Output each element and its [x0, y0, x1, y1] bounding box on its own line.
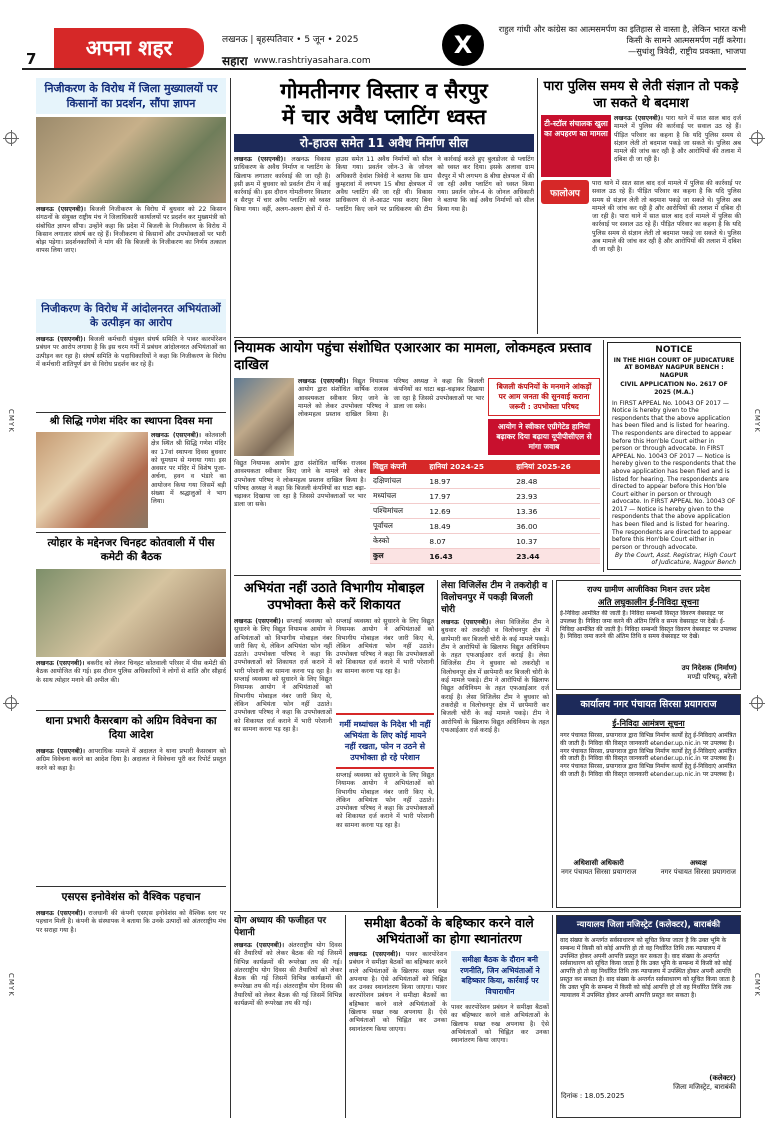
mobile-right	[336, 618, 434, 898]
column-divider	[537, 78, 538, 334]
notice-body: In FIRST APPEAL No. 10043 OF 2017 — Notice is hereby given to the respondents that the above application has been filed and is listed for hearing. The respondents are directed to appear before this Hon'ble Court either in person or through advocate. In FIRST APPEAL No. 10043 OF 2017 — Notice is hereby given to the respondents that the above application has been filed and is listed for hearing. The respondents are directed to appear before this Hon'ble Court either in person or through advocate. In FIRST APPEAL No. 10043 OF 2017 — Notice is hereby given to the respondents that the above application has been filed and is listed for hearing. The respondents are directed to appear before this Hon'ble Court either in person or through advocate.	[612, 399, 736, 550]
callout-1: बिजली कंपनियों के मनमाने आंकड़ों पर आम जनता की सुनवाई कराना जरूरी : उपभोक्ता परिषद	[488, 378, 600, 416]
article-body: लखनऊ (एसएनबी)। बिजली निजीकरण के विरोध में बुधवार को 22 किसान संगठनों के संयुक्त राष्ट्रीय मंच ने जिलाधिकारी कार्यालयों पर प्रदर्शन कर मुख्यमंत्री को संबोधित ज्ञापन सौंपा। उन्होंने कहा कि प्रदेश में बिजली के निजीकरण के विरोध में किसान लगातार संघर्ष कर रहे हैं। निजीकरण से किसानों और उपभोक्ताओं पर भारी बोझ पड़ेगा। प्रदर्शनकारियों ने मांग की कि बिजली के निजीकरण का निर्णय तत्काल वापस लिया जाए।	[36, 206, 226, 255]
cmyk-mark: CMYK	[7, 973, 15, 997]
loss-table	[370, 460, 600, 564]
notice-court: IN THE HIGH COURT OF JUDICATURE AT BOMBAY NAGPUR BENCH : NAGPUR	[613, 356, 735, 379]
review-body	[349, 951, 549, 1111]
headline-kisan: निजीकरण के विरोध में जिला मुख्यालयों पर किसानों का प्रदर्शन, सौंपा ज्ञापन	[36, 78, 226, 114]
table-row: मध्यांचल 17.97 23.93	[370, 489, 600, 504]
headline-police: पारा पुलिस समय से लेती संज्ञान तो पकड़े जा सकते थे बदमाश	[543, 79, 739, 111]
regulator-story	[234, 340, 600, 572]
review-story	[349, 915, 549, 1118]
headline-regulator: नियामक आयोग पहुंचा संशोधित एआरआर का मामला, लोकमहत्व प्रस्ताव दाखिल	[234, 340, 592, 373]
article-body: लखनऊ (एसएनबी)। लखनऊ विकास प्राधिकरण के अवैध निर्माण व प्लाटिंग के खिलाफ लगातार कार्रवाई की जा रही है। इसी क्रम में बुधवार को प्रवर्तन टीम ने कई कार्रवाई की। इस दौरान गोमतीनगर विस्तार व सैरपुर में चार अवैध प्लाटिंग को ध्वस्त किया गया। वहीं, अलग-अलग क्षेत्रों में रो-हाउस समेत 11 अवैध निर्माणों को सील किया गया। प्रवर्तन जोन-3 के जोनल अधिकारी देवांश त्रिवेदी ने बताया कि ग्राम कुम्हरावां में लगभग 15 बीघा क्षेत्रफल में अवैध प्लाटिंग की जा रही थी। विकास प्राधिकरण से ले-आउट पास कराए बिना प्लाटिंग किए जाने पर प्राधिकरण की टीम ने कार्रवाई करते हुए बुलडोजर से प्लाटिंग को ध्वस्त कर दिया। इसके अलावा ग्राम सैरपुर में भी लगभग 8 बीघा क्षेत्रफल में की जा रही अवैध प्लाटिंग को ध्वस्त किया गया। प्रवर्तन जोन-4 के जोनल अधिकारी ने बताया कि कई अवैध निर्माणों को सील किया गया है।	[234, 156, 534, 213]
column-divider	[230, 78, 231, 1118]
ad-body: वाद संख्या के अन्तर्गत सर्वसाधारण को सूचित किया जाता है कि उक्त भूमि के सम्बन्ध में किसी को कोई आपत्ति हो तो वह निर्धारित तिथि तक न्यायालय में उपस्थित होकर अपनी आपत्ति प्रस्तुत कर सकता है। वाद संख्या के अन्तर्गत सर्वसाधारण को सूचित किया जाता है कि उक्त भूमि के सम्बन्ध में किसी को कोई आपत्ति हो तो वह निर्धारित तिथि तक न्यायालय में उपस्थित होकर अपनी आपत्ति प्रस्तुत कर सकता है। वाद संख्या के अन्तर्गत सर्वसाधारण को सूचित किया जाता है कि उक्त भूमि के सम्बन्ध में किसी को कोई आपत्ति हो तो वह निर्धारित तिथि तक न्यायालय में उपस्थित होकर अपनी आपत्ति प्रस्तुत कर सकता है।	[560, 937, 735, 999]
headline-review: समीक्षा बैठकों के बहिष्कार करने वाले अभियंताओं का होगा स्थानांतरण	[364, 915, 534, 946]
article-body: लखनऊ (एसएनबी)। कोतवाली क्षेत्र स्थित श्री सिद्धि गणेश मंदिर का 17वां स्थापना दिवस बुधवार को धूमधाम से मनाया गया। इस अवसर पर मंदिर में विशेष पूजा-अर्चना, हवन व भंडारे का आयोजन किया गया जिसमें बड़ी संख्या में श्रद्धालुओं ने भाग लिया।	[151, 432, 226, 506]
registration-strip-left	[0, 0, 22, 1129]
crosshair-icon	[5, 697, 17, 709]
quote-text: राहुल गांधी और कांग्रेस का आत्मसमर्पण का इतिहास से वास्ता है, लेकिन भारत कभी किसी के सामने आत्मसमर्पण नहीं करेगा।	[498, 24, 746, 45]
tender-ad-1	[556, 580, 741, 690]
ad-title: अति लघुकालीन ई-निविदा सूचना	[598, 598, 699, 608]
police-body-row	[541, 180, 741, 315]
header-quote	[496, 24, 746, 57]
notice-title: NOTICE	[655, 345, 693, 355]
table-row: पश्चिमांचल 12.69 13.36	[370, 504, 600, 519]
article-body: लखनऊ (एसएनबी)। पावर कारपोरेशन प्रबंधन ने समीक्षा बैठकों का बहिष्कार करने वाले अभियंताओं के खिलाफ सख्त रुख अपनाया है। ऐसे अभियंताओं को चिह्नित कर उनका स्थानांतरण किया जाएगा। पावर कारपोरेशन प्रबंधन ने समीक्षा बैठकों का बहिष्कार करने वाले अभियंताओं के खिलाफ सख्त रुख अपनाया है। ऐसे अभियंताओं को चिह्नित कर उनका स्थानांतरण किया जाएगा।	[349, 951, 447, 1033]
article-body: लखनऊ (एसएनबी)। अंतरराष्ट्रीय योग दिवस की तैयारियों को लेकर बैठक की गई जिसमें विभिन्न कार्यक्रमों की रूपरेखा तय की गई। अंतरराष्ट्रीय योग दिवस की तैयारियों को लेकर बैठक की गई जिसमें विभिन्न कार्यक्रमों की रूपरेखा तय की गई। अंतरराष्ट्रीय योग दिवस की तैयारियों को लेकर बैठक की गई जिसमें विभिन्न कार्यक्रमों की रूपरेखा तय की गई।	[234, 942, 342, 1008]
section-divider	[234, 911, 741, 912]
lead-headline-1: गोमतीनगर विस्तार व सैरपुर	[280, 78, 488, 103]
ad-title: न्यायालय जिला मजिस्ट्रेट (कलेक्टर), बाराबंकी	[557, 916, 740, 934]
temple-photo	[36, 432, 148, 528]
column-header: हानियां 2025-26	[513, 460, 600, 474]
masthead	[222, 52, 371, 69]
table-total-row: कुल 16.43 23.44	[370, 549, 600, 564]
table-row: दक्षिणांचल 18.97 28.48	[370, 474, 600, 489]
ad-org: राज्य ग्रामीण आजीविका मिशन उत्तर प्रदेश	[587, 585, 710, 594]
ad-place: जिला मजिस्ट्रेट, बाराबंकी	[673, 1083, 736, 1091]
yoga-story	[234, 915, 342, 1118]
section-divider	[234, 337, 741, 338]
review-right	[451, 951, 549, 1111]
quote-author: —सुधांशु त्रिवेदी, राष्ट्रीय प्रवक्ता, भाजपा	[628, 46, 746, 56]
ad-date: दिनांक : 18.05.2025	[561, 1092, 625, 1100]
tender-ad-2	[556, 694, 741, 908]
notice-case: CIVIL APPLICATION No. 2617 OF 2025 (M.A.)	[620, 381, 728, 396]
notice-signature: By the Court, Asst. Registrar, High Court of Judicature, Nagpur Bench	[614, 551, 736, 567]
article-body: सप्लाई व्यवस्था को सुधारने के लिए विद्युत नियामक आयोग ने अभियंताओं को विभागीय मोबाइल नंबर जारी किए थे, लेकिन अभियंता फोन नहीं उठाते। उपभोक्ता परिषद ने कहा कि उपभोक्ताओं को शिकायत दर्ज कराने में भारी परेशानी का सामना करना पड़ रहा है।	[336, 618, 434, 675]
cmyk-mark: CMYK	[7, 408, 15, 433]
regulator-lower	[234, 460, 600, 568]
cmyk-mark: CMYK	[753, 408, 761, 433]
article-body: लखनऊ (एसएनबी)। बिजली कर्मचारी संयुक्त संघर्ष समिति ने पावर कारपोरेशन प्रबंधन पर आरोप लगाया है कि इस चरम गर्मी में प्रबंधन आंदोलनरत अभियंताओं का उत्पीड़न कर रहा है। संघर्ष समिति के पदाधिकारियों ने कहा कि निजीकरण के विरोध में कर्मचारी शांतिपूर्ण ढंग से विरोध प्रदर्शन कर रहे हैं।	[36, 336, 226, 368]
crosshair-icon	[751, 697, 763, 709]
ad-signature: उप निदेशक (निर्माण)	[681, 664, 737, 672]
sign-left: अधिशासी अधिकारी नगर पंचायत सिरसा प्रयागराज	[561, 859, 637, 876]
left-column	[36, 78, 226, 1118]
column-divider	[437, 580, 438, 908]
table-row: केस्को 8.07 10.37	[370, 534, 600, 549]
ad-body: नगर पंचायत सिरसा, प्रयागराज द्वारा विभिन्न निर्माण कार्यों हेतु ई-निविदाएं आमंत्रित की जाती हैं। निविदा की विस्तृत जानकारी etender.up.nic.in पर उपलब्ध है। नगर पंचायत सिरसा, प्रयागराज द्वारा विभिन्न निर्माण कार्यों हेतु ई-निविदाएं आमंत्रित की जाती हैं। निविदा की विस्तृत जानकारी etender.up.nic.in पर उपलब्ध है। नगर पंचायत सिरसा, प्रयागराज द्वारा विभिन्न निर्माण कार्यों हेतु ई-निविदाएं आमंत्रित की जाती हैं। निविदा की विस्तृत जानकारी etender.up.nic.in पर उपलब्ध है।	[560, 732, 736, 778]
table-row: पूर्वांचल 18.49 36.00	[370, 519, 600, 534]
lead-headline-2: में चार अवैध प्लाटिंग ध्वस्त	[282, 104, 486, 129]
column-divider	[345, 915, 346, 1118]
headline-peace-committee: त्योहार के मद्देनजर चिनहट कोतवाली में पीस कमेटी की बैठक	[36, 532, 226, 567]
mobile-story	[234, 580, 434, 908]
ad-signatures	[557, 859, 740, 877]
column-header: हानियां 2024-25	[426, 460, 513, 474]
ad-signature: (कलेक्टर)	[709, 1074, 736, 1082]
meeting-photo	[36, 569, 226, 657]
pullquote: समीक्षा बैठक के दौरान बनी रणनीति, जिन अभियंताओं ने बहिष्कार किया, कार्रवाई पर विचाराधीन	[451, 951, 549, 1001]
callout-2: आयोग ने स्वीकार एग्रीगेटेड हानियां बढ़ाकर दिया बढ़ाया यूपीपीसीएल से मांगा जवाब	[488, 419, 600, 455]
headline-mobile-2: उपभोक्ता कैसे करें शिकायत	[267, 598, 401, 613]
x-logo-icon: X	[442, 24, 484, 66]
headline-innovations: एसएस इनोवेशंस को वैश्विक पहचान	[36, 886, 226, 907]
lead-story	[234, 78, 534, 334]
headline-engineers: निजीकरण के विरोध में आंदोलनरत अभियंताओं के उत्पीड़न का आरोप	[36, 299, 226, 333]
article-body: लखनऊ (एसएनबी)। बकरीद को लेकर चिनहट कोतवाली परिसर में पीस कमेटी की बैठक आयोजित की गई। इस दौरान पुलिस अधिकारियों ने लोगों से शांति और सौहार्द के साथ त्योहार मनाने की अपील की।	[36, 660, 226, 684]
page-header	[22, 22, 746, 70]
column-divider	[552, 915, 553, 1118]
website-link[interactable]: www.rashtriyasahara.com	[253, 55, 371, 66]
court-ad	[556, 915, 741, 1118]
headline-temple: श्री सिद्धि गणेश मंदिर का स्थापना दिवस मना	[36, 412, 226, 430]
article-body: लखनऊ (एसएनबी)। विद्युत नियामक आयोग द्वारा संशोधित वार्षिक राजस्व आवश्यकता स्वीकार किए जाने के मामले को लेकर उपभोक्ता परिषद ने लोकमहत्व प्रस्ताव दाखिल किया है। परिषद अध्यक्ष ने कहा कि बिजली कंपनियों का घाटा बढ़ा-चढ़ाकर दिखाया जा रहा है जिससे उपभोक्ताओं पर भार डाला जा सके।	[298, 378, 484, 419]
article-body: लखनऊ (एसएनबी)। सप्लाई व्यवस्था को सुधारने के लिए विद्युत नियामक आयोग ने अभियंताओं को विभागीय मोबाइल नंबर जारी किए थे, लेकिन अभियंता फोन नहीं उठाते। उपभोक्ता परिषद ने कहा कि उपभोक्ताओं को शिकायत दर्ज कराने में भारी परेशानी का सामना करना पड़ रहा है। सप्लाई व्यवस्था को सुधारने के लिए विद्युत नियामक आयोग ने अभियंताओं को विभागीय मोबाइल नंबर जारी किए थे, लेकिन अभियंता फोन नहीं उठाते। उपभोक्ता परिषद ने कहा कि उपभोक्ताओं को शिकायत दर्ज कराने में भारी परेशानी का सामना करना पड़ रहा है।	[234, 618, 332, 733]
section-divider	[234, 575, 741, 576]
article-body: लखनऊ (एसएनबी)। राजधानी की कंपनी एसएस इनोवेशंस को वैश्विक स्तर पर पहचान मिली है। कंपनी के संस्थापक ने बताया कि उनके उत्पादों को अंतरराष्ट्रीय मंच पर सराहा गया है।	[36, 910, 226, 934]
vigilance-story	[441, 580, 549, 908]
protest-photo	[36, 117, 226, 203]
headline-mobile-1: अभियंता नहीं उठाते विभागीय मोबाइल	[243, 581, 425, 596]
police-callout-row	[541, 115, 741, 177]
ad-body: ई-निविदा आमंत्रित की जाती है। निविदा सम्बन्धी विस्तृत विवरण वेबसाइट पर उपलब्ध है। निविदा जमा करने की अंतिम तिथि व समय वेबसाइट पर देखें। ई-निविदा आमंत्रित की जाती है। निविदा सम्बन्धी विस्तृत विवरण वेबसाइट पर उपलब्ध है। निविदा जमा करने की अंतिम तिथि व समय वेबसाइट पर देखें।	[560, 610, 737, 641]
lead-subhead: रो-हाउस समेत 11 अवैध निर्माण सील	[234, 134, 534, 152]
official-portrait	[234, 378, 294, 456]
page-number: 7	[26, 50, 37, 68]
article-body: पारा थाने में सात साल बाद दर्ज मामले में पुलिस की कार्रवाई पर सवाल उठ रहे हैं। पीड़ित परिवार का कहना है कि यदि पुलिस समय से संज्ञान लेती तो बदमाश पकड़े जा सकते थे। पुलिस अब मामले की जांच कर रही है और आरोपियों की तलाश में दबिश दी जा रही है। पारा थाने में सात साल बाद दर्ज मामले में पुलिस की कार्रवाई पर सवाल उठ रहे हैं। पीड़ित परिवार का कहना है कि यदि पुलिस समय से संज्ञान लेती तो बदमाश पकड़े जा सकते थे। पुलिस अब मामले की जांच कर रही है और आरोपियों की तलाश में दबिश दी जा रही है।	[592, 180, 741, 254]
masthead-logo: सहारा	[222, 54, 248, 68]
headline-vigilance: लेसा विजिलेंस टीम ने तकरोही व विलोचनपुर में पकड़ी बिजली चोरी	[441, 581, 548, 615]
crosshair-icon	[751, 132, 763, 144]
sign-right: अध्यक्ष नगर पंचायत सिरसा प्रयागराज	[660, 859, 736, 876]
article-body: सप्लाई व्यवस्था को सुधारने के लिए विद्युत नियामक आयोग ने अभियंताओं को विभागीय मोबाइल नंबर जारी किए थे, लेकिन अभियंता फोन नहीं उठाते। उपभोक्ता परिषद ने कहा कि उपभोक्ताओं को शिकायत दर्ज कराने में भारी परेशानी का सामना करना पड़ रहा है।	[336, 772, 434, 829]
police-story	[541, 78, 741, 334]
followup-badge: फालोअप	[541, 180, 589, 204]
dateline: लखनऊ | बृहस्पतिवार • 5 जून • 2025	[222, 35, 359, 45]
registration-strip-right	[746, 0, 768, 1129]
headline-yoga: योग अध्याय की फजीहत पर पेशानी	[234, 916, 327, 938]
headline-kaiserbagh: थाना प्रभारी कैसरबाग को अग्रिम विवेचना का दिया आदेश	[36, 710, 226, 745]
cmyk-mark: CMYK	[753, 973, 761, 997]
ad-title: कार्यालय नगर पंचायत सिरसा प्रयागराज	[557, 695, 740, 715]
article-body: विद्युत नियामक आयोग द्वारा संशोधित वार्षिक राजस्व आवश्यकता स्वीकार किए जाने के मामले को लेकर उपभोक्ता परिषद ने लोकमहत्व प्रस्ताव दाखिल किया है। परिषद अध्यक्ष ने कहा कि बिजली कंपनियों का घाटा बढ़ा-चढ़ाकर दिखाया जा रहा है जिससे उपभोक्ताओं पर भार डाला जा सके।	[234, 460, 366, 509]
ad-subtitle: ई-निविदा आमंत्रण सूचना	[612, 719, 685, 728]
regulator-body	[234, 378, 600, 456]
callout-stack	[488, 378, 600, 456]
article-body: पावर कारपोरेशन प्रबंधन ने समीक्षा बैठकों का बहिष्कार करने वाले अभियंताओं के खिलाफ सख्त रुख अपनाया है। ऐसे अभियंताओं को चिह्नित कर उनका स्थानांतरण किया जाएगा।	[451, 1004, 549, 1045]
article-body: लखनऊ (एसएनबी)। लेसा विजिलेंस टीम ने बुधवार को तकरोही व विलोचनपुर क्षेत्र में छापेमारी कर बिजली चोरी के कई मामले पकड़े। टीम ने आरोपियों के खिलाफ विद्युत अधिनियम के तहत एफआईआर दर्ज कराई है। लेसा विजिलेंस टीम ने बुधवार को तकरोही व विलोचनपुर क्षेत्र में छापेमारी कर बिजली चोरी के कई मामले पकड़े। टीम ने आरोपियों के खिलाफ विद्युत अधिनियम के तहत एफआईआर दर्ज कराई है। लेसा विजिलेंस टीम ने बुधवार को तकरोही व विलोचनपुर क्षेत्र में छापेमारी कर बिजली चोरी के कई मामले पकड़े। टीम ने आरोपियों के खिलाफ विद्युत अधिनियम के तहत एफआईआर दर्ज कराई है।	[441, 619, 549, 734]
article-body: लखनऊ (एसएनबी)। पारा थाने में सात साल बाद दर्ज मामले में पुलिस की कार्रवाई पर सवाल उठ रहे हैं। पीड़ित परिवार का कहना है कि यदि पुलिस समय से संज्ञान लेती तो बदमाश पकड़े जा सकते थे। पुलिस अब मामले की जांच कर रही है और आरोपियों की तलाश में दबिश दी जा रही है।	[614, 115, 741, 164]
court-notice	[607, 342, 741, 570]
callout-box: टी-स्टॉल संचालक खुला का अपहरण का मामला	[541, 115, 611, 177]
column-header: विद्युत कंपनी	[370, 460, 426, 474]
mobile-body	[234, 618, 434, 898]
column-divider	[603, 340, 604, 572]
pullquote: गर्मी मध्यांचल के निदेश भी नहीं अभियंता के लिए कोई मायने नहीं रखता, फोन न उठने से उपभोक्ता हो रहे परेशान	[336, 713, 434, 769]
section-title: अपना शहर	[54, 28, 204, 68]
temple-block	[36, 432, 226, 528]
loss-table-box	[370, 460, 600, 568]
column-divider	[552, 580, 553, 908]
crosshair-icon	[5, 132, 17, 144]
table-header-row	[370, 460, 600, 474]
article-body: लखनऊ (एसएनबी)। आपराधिक मामले में अदालत ने थाना प्रभारी कैसरबाग को अग्रिम विवेचना करने का आदेश दिया है। अदालत ने विवेचना पूरी कर रिपोर्ट प्रस्तुत करने को कहा है।	[36, 748, 226, 772]
ad-department: मण्डी परिषद्, बरेली	[687, 673, 737, 681]
